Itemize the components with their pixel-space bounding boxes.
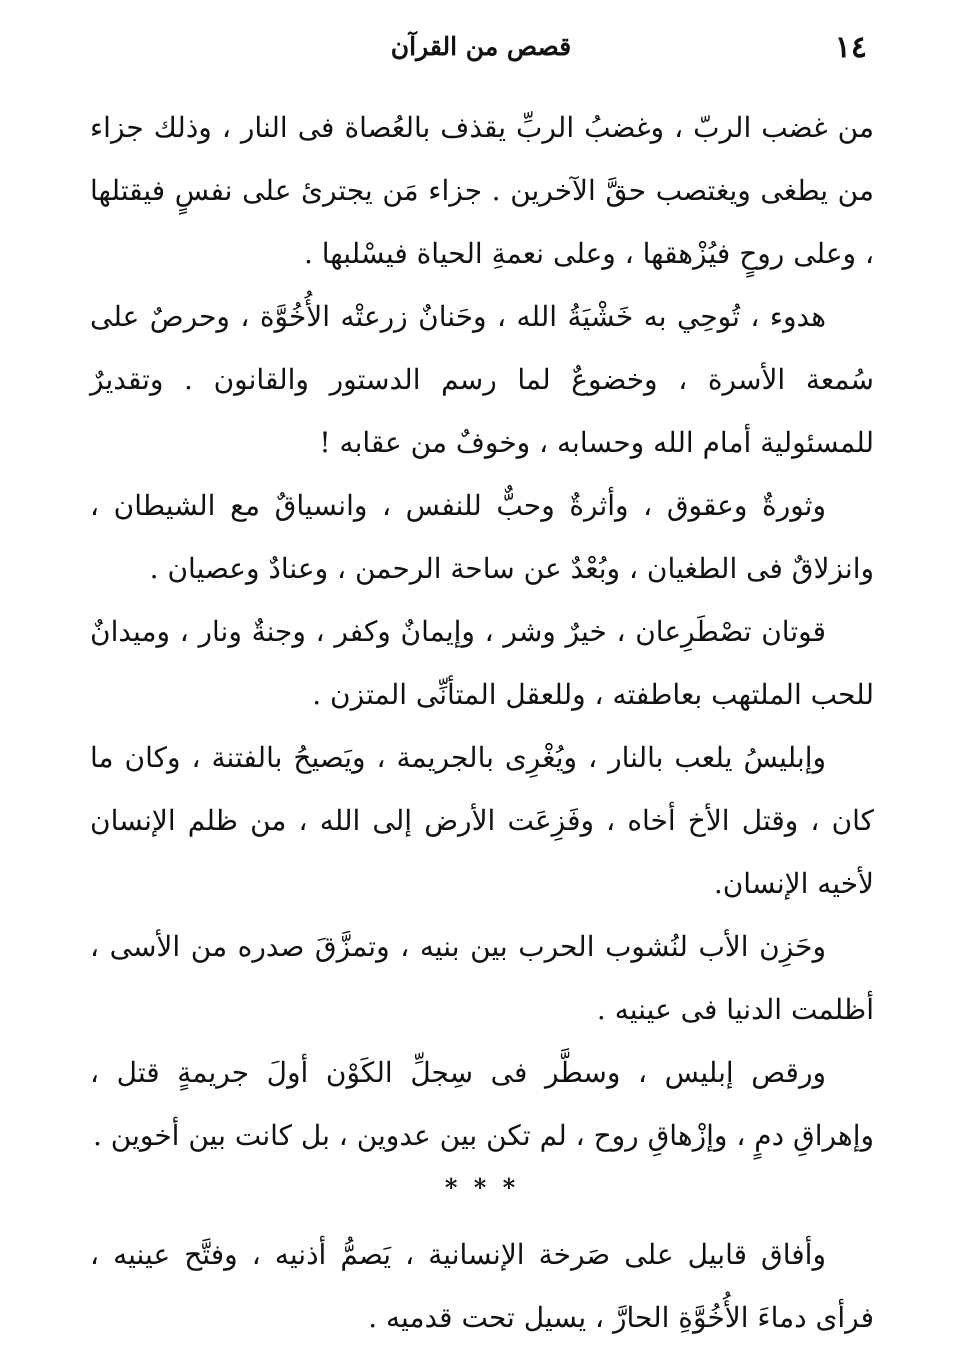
paragraph: ورقص إبليس ، وسطَّر فى سِجلِّ الكَوْن أولَ جريمةٍ قتل ، وإهراقِ دمٍ ، وإزْهاقِ روح ، لم تكن بين عدوين ، بل كانت بين أخوين . [90, 1056, 874, 1152]
body-text [90, 96, 874, 1349]
paragraph: وأفاق قابيل على صَرخة الإنسانية ، يَصمُّ أذنيه ، وفتَّح عينيه ، فرأى دماءَ الأُخُوَّةِ الحارَّ ، يسيل تحت قدميه . [90, 1238, 874, 1334]
section-separator: * * * [444, 1173, 520, 1202]
paragraph: وحَزِن الأب لنُشوب الحرب بين بنيه ، وتمزَّقَ صدره من الأسى ، أظلمت الدنيا فى عينيه . [90, 930, 874, 1026]
page-number: ١٤ [834, 30, 867, 65]
paragraph: هدوء ، تُوحِي به خَشْيَةُ الله ، وحَنانٌ زرعتْه الأُخُوَّة ، وحرصٌ على سُمعة الأسرة ، وخضوعٌ لما رسم الدستور والقانون . وتقديرٌ للمسئولية أمام الله وحسابه ، وخوفٌ من عقابه ! [90, 300, 874, 459]
running-header [95, 30, 867, 70]
paragraph: وثورةٌ وعقوق ، وأثرةٌ وحبٌّ للنفس ، وانسياقٌ مع الشيطان ، وانزلاقٌ فى الطغيان ، وبُعْدٌ عن ساحة الرحمن ، وعنادٌ وعصيان . [90, 489, 874, 585]
running-title: قصص من القرآن [390, 32, 572, 61]
paragraph: من غضب الربّ ، وغضبُ الربِّ يقذف بالعُصاة فى النار ، وذلك جزاء من يطغى ويغتصب حقَّ الآخرين . جزاء مَن يجترئ على نفسٍ فيقتلها ، وعلى روحٍ فيُزْهقها ، وعلى نعمةِ الحياة فيسْلبها . [90, 111, 874, 270]
paragraph: قوتان تصْطَرِعان ، خيرٌ وشر ، وإيمانٌ وكفر ، وجنةٌ ونار ، وميدانٌ للحب الملتهب بعاطفته ، وللعقل المتأنِّى المتزن . [90, 615, 874, 711]
paragraph: وإبليسُ يلعب بالنار ، ويُغْرِى بالجريمة ، ويَصيحُ بالفتنة ، وكان ما كان ، وقتل الأخ أخاه ، وفَزِعَت الأرض إلى الله ، من ظلم الإنسان لأخيه الإنسان. [90, 741, 874, 900]
